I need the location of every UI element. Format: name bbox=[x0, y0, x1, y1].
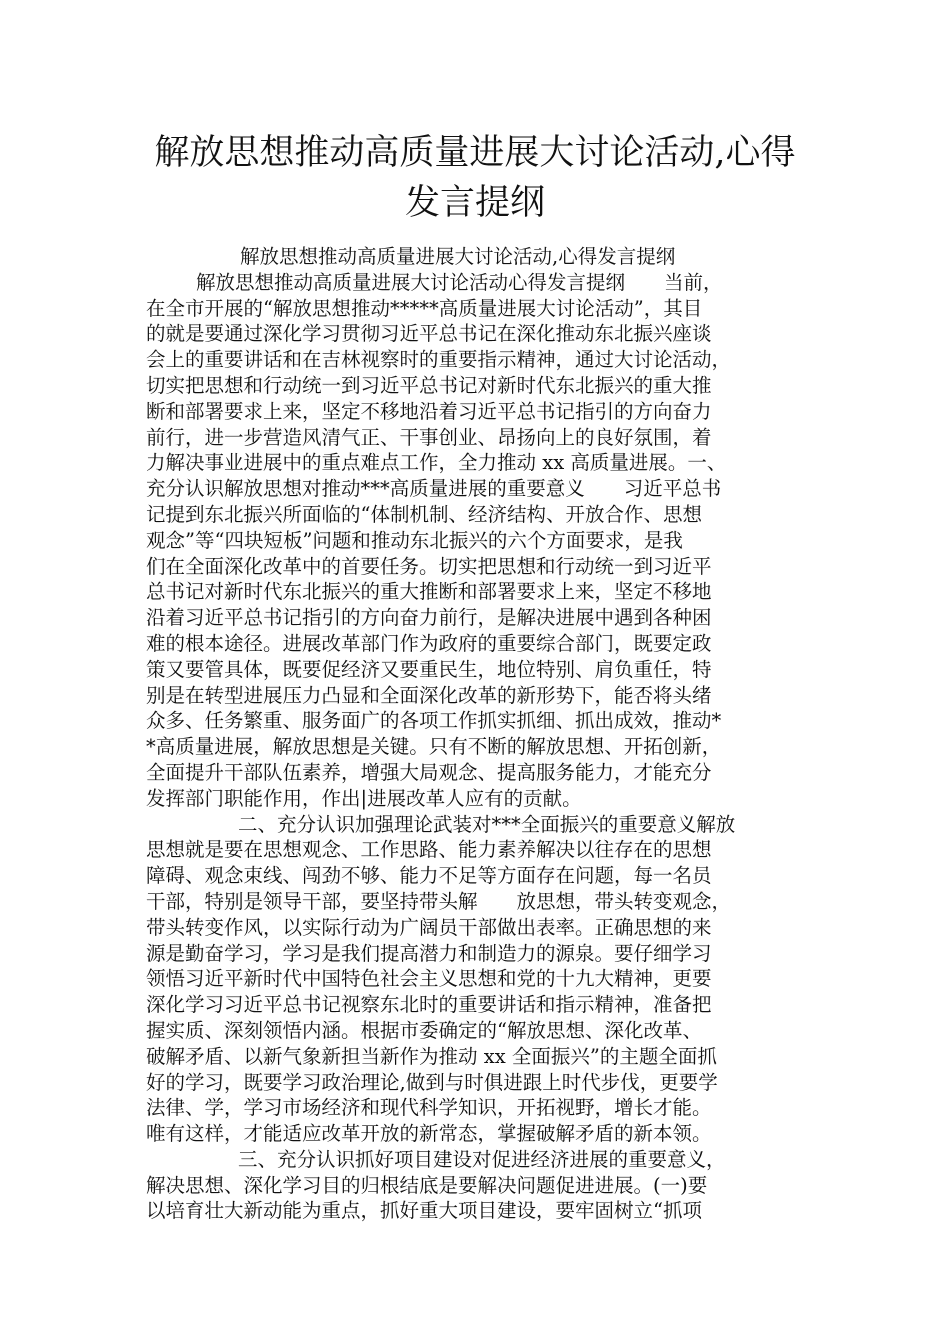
text-line: 切实把思想和行动统一到习近平总书记对新时代东北振兴的重大推 bbox=[146, 373, 712, 397]
text-line: 领悟习近平新时代中国特色社会主义思想和党的十九大精神，更要 bbox=[146, 967, 712, 991]
text-line: 法律、学，学习市场经济和现代科学知识，开拓视野，增长才能。 bbox=[146, 1096, 712, 1120]
title-line-1: 解放思想推动高质量进展大讨论活动,心得 bbox=[154, 133, 796, 173]
text-line: 解决思想、深化学习目的归根结底是要解决问题促进进展。(一)要 bbox=[146, 1173, 708, 1197]
text-line: 好的学习，既要学习政治理论,做到与时俱进跟上时代步伐，更要学 bbox=[146, 1070, 718, 1094]
text-line: *高质量进展，解放思想是关键。只有不断的解放思想、开拓创新， bbox=[146, 735, 722, 759]
text-line: 带头转变作风，以实际行动为广阔员干部做出表率。正确思想的来 bbox=[146, 915, 712, 939]
document-body bbox=[146, 244, 826, 1224]
text-line: 干部，特别是领导干部，要坚持带头解 放思想，带头转变观念， bbox=[146, 889, 732, 913]
text-line: 在全市开展的“解放思想推动*****高质量进展大讨论活动”，其目 bbox=[146, 296, 703, 320]
text-line: 握实质、深刻领悟内涵。根据市委确定的“解放思想、深化改革、 bbox=[146, 1018, 702, 1042]
text-line: 深化学习习近平总书记视察东北时的重要讲话和指示精神，准备把 bbox=[146, 993, 712, 1017]
text-line: 充分认识解放思想对推动***高质量进展的重要意义 习近平总书 bbox=[146, 477, 722, 501]
text-line: 解放思想推动高质量进展大讨论活动心得发言提纲 当前， bbox=[196, 270, 723, 294]
text-line: 别是在转型进展压力凸显和全面深化改革的新形势下，能否将头绪 bbox=[146, 683, 712, 707]
text-line: 难的根本途径。进展改革部门作为政府的重要综合部门，既要定政 bbox=[146, 631, 712, 655]
text-line: 发挥部门职能作用，作出|进展改革人应有的贡献。 bbox=[146, 786, 582, 810]
text-line: 源是勤奋学习，学习是我们提高潜力和制造力的源泉。要仔细学习 bbox=[146, 941, 712, 965]
text-line: 解放思想推动高质量进展大讨论活动,心得发言提纲 bbox=[240, 245, 676, 268]
text-line: 前行，进一步营造风清气正、干事创业、昂扬向上的良好氛围，着 bbox=[146, 425, 712, 449]
text-line: 观念”等“四块短板”问题和推动东北振兴的六个方面要求，是我 bbox=[146, 528, 683, 552]
text-line: 众多、任务繁重、服务面广的各项工作抓实抓细、抓出成效，推动* bbox=[146, 709, 722, 733]
text-line: 二、充分认识加强理论武装对***全面振兴的重要意义解放 bbox=[238, 812, 736, 836]
text-line: 会上的重要讲话和在吉林视察时的重要指示精神，通过大讨论活动， bbox=[146, 348, 732, 372]
text-line: 破解矛盾、以新气象新担当新作为推动 xx 全面振兴”的主题全面抓 bbox=[146, 1044, 717, 1068]
text-line: 唯有这样，才能适应改革开放的新常态，掌握破解矛盾的新本领。 bbox=[146, 1122, 712, 1146]
text-line: 策又要管具体，既要促经济又要重民生，地位特别、肩负重任，特 bbox=[146, 657, 712, 681]
text-line: 们在全面深化改革中的首要任务。切实把思想和行动统一到习近平 bbox=[146, 554, 712, 578]
text-line: 障碍、观念束线、闯劲不够、能力不足等方面存在问题，每一名员 bbox=[146, 864, 712, 888]
text-line: 以培育壮大新动能为重点，抓好重大项目建设，要牢固树立“抓项 bbox=[146, 1199, 702, 1223]
text-line: 沿着习近平总书记指引的方向奋力前行，是解决进展中遇到各种困 bbox=[146, 606, 712, 630]
title-line-2: 发言提纲 bbox=[404, 183, 545, 223]
text-line: 断和部署要求上来，坚定不移地沿着习近平总书记指引的方向奋力 bbox=[146, 399, 712, 423]
text-line: 的就是要通过深化学习贯彻习近平总书记在深化推动东北振兴座谈 bbox=[146, 322, 712, 346]
text-line: 三、充分认识抓好项目建设对促进经济进展的重要意义， bbox=[238, 1147, 726, 1171]
text-line: 全面提升干部队伍素养，增强大局观念、提高服务能力，才能充分 bbox=[146, 760, 712, 784]
text-line: 记提到东北振兴所面临的“体制机制、经济结构、开放合作、思想 bbox=[146, 502, 702, 526]
document-title bbox=[130, 128, 820, 228]
text-line: 力解决事业进展中的重点难点工作，全力推动 xx 高质量进展。一、 bbox=[146, 451, 727, 475]
text-line: 总书记对新时代东北振兴的重大推断和部署要求上来，坚定不移地 bbox=[146, 580, 712, 604]
text-line: 思想就是要在思想观念、工作思路、能力素养解决以往存在的思想 bbox=[146, 838, 712, 862]
